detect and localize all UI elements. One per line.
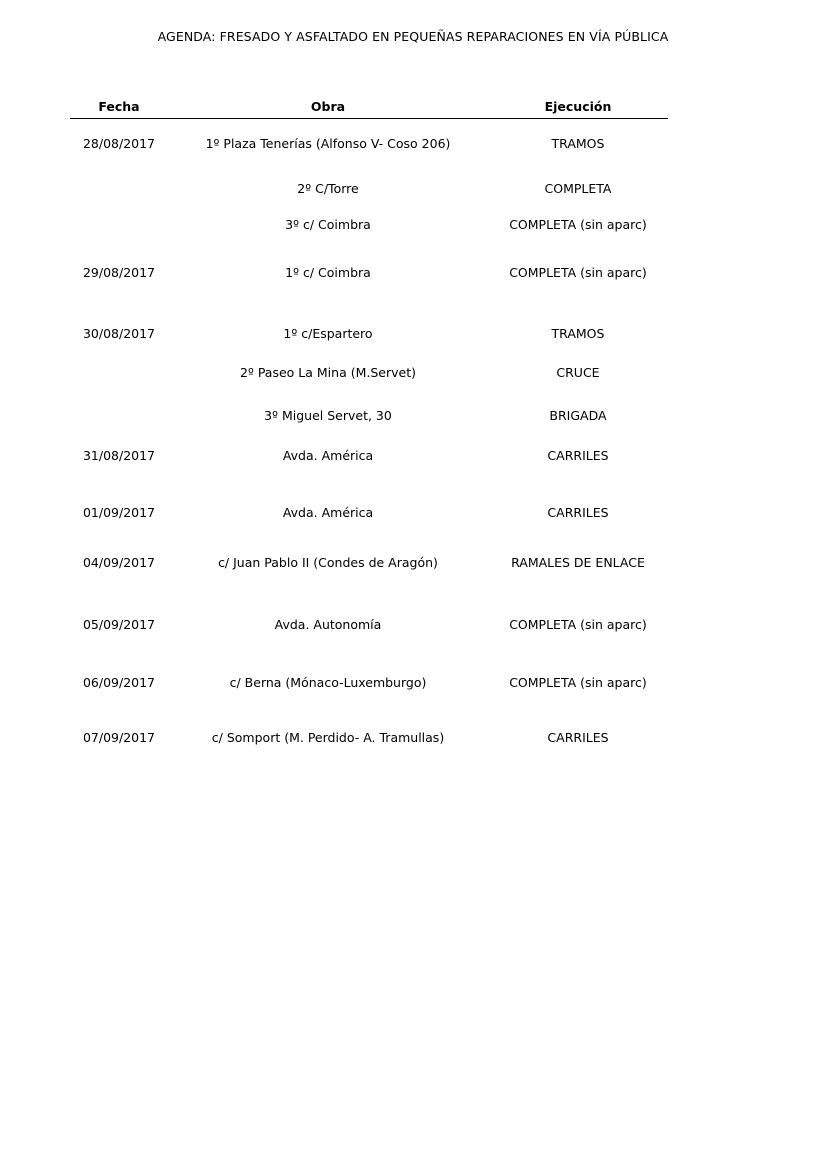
cell-obra: Avda. Autonomía	[274, 617, 382, 632]
header-fecha: Fecha	[98, 99, 140, 114]
table-row	[0, 675, 826, 691]
cell-fecha: 31/08/2017	[82, 448, 156, 463]
header-ejecucion: Ejecución	[544, 99, 612, 114]
cell-obra: 1º Plaza Tenerías (Alfonso V- Coso 206)	[205, 136, 451, 151]
table-row	[0, 730, 826, 746]
cell-obra: 2º Paseo La Mina (M.Servet)	[240, 365, 416, 380]
cell-obra: 1º c/ Coimbra	[285, 265, 371, 280]
cell-ejecucion: CRUCE	[556, 365, 600, 380]
table-row	[0, 505, 826, 521]
table-row	[0, 555, 826, 571]
header-divider	[70, 118, 668, 119]
cell-ejecucion: CARRILES	[547, 448, 609, 463]
cell-ejecucion: COMPLETA	[544, 181, 612, 196]
table-row	[0, 181, 826, 197]
cell-obra: Avda. América	[282, 505, 374, 520]
cell-obra: 1º c/Espartero	[283, 326, 373, 341]
table-row	[0, 448, 826, 464]
cell-ejecucion: TRAMOS	[551, 326, 605, 341]
cell-obra: 3º c/ Coimbra	[285, 217, 371, 232]
table-row	[0, 217, 826, 233]
cell-fecha: 05/09/2017	[82, 617, 156, 632]
cell-ejecucion: RAMALES DE ENLACE	[511, 555, 645, 570]
table-row	[0, 265, 826, 281]
cell-fecha: 01/09/2017	[82, 505, 156, 520]
cell-fecha: 30/08/2017	[82, 326, 156, 341]
cell-ejecucion: TRAMOS	[551, 136, 605, 151]
header-obra: Obra	[310, 99, 346, 114]
cell-ejecucion: BRIGADA	[549, 408, 607, 423]
cell-obra: Avda. América	[282, 448, 374, 463]
cell-fecha: 06/09/2017	[82, 675, 156, 690]
cell-ejecucion: COMPLETA (sin aparc)	[509, 617, 647, 632]
cell-ejecucion: COMPLETA (sin aparc)	[509, 265, 647, 280]
cell-fecha: 28/08/2017	[82, 136, 156, 151]
cell-ejecucion: COMPLETA (sin aparc)	[509, 675, 647, 690]
table-row	[0, 136, 826, 152]
cell-obra: 2º C/Torre	[297, 181, 359, 196]
cell-ejecucion: COMPLETA (sin aparc)	[509, 217, 647, 232]
cell-fecha: 29/08/2017	[82, 265, 156, 280]
table-row	[0, 326, 826, 342]
cell-fecha: 04/09/2017	[82, 555, 156, 570]
cell-ejecucion: CARRILES	[547, 730, 609, 745]
cell-obra: c/ Juan Pablo II (Condes de Aragón)	[218, 555, 438, 570]
table-row	[0, 617, 826, 633]
cell-obra: c/ Berna (Mónaco-Luxemburgo)	[229, 675, 427, 690]
table-row	[0, 365, 826, 381]
cell-obra: c/ Somport (M. Perdido- A. Tramullas)	[211, 730, 445, 745]
cell-obra: 3º Miguel Servet, 30	[264, 408, 392, 423]
cell-ejecucion: CARRILES	[547, 505, 609, 520]
table-row	[0, 408, 826, 424]
document-title: AGENDA: FRESADO Y ASFALTADO EN PEQUEÑAS REPARACIONES EN VÍA PÚBLICA	[157, 29, 669, 44]
cell-fecha: 07/09/2017	[82, 730, 156, 745]
